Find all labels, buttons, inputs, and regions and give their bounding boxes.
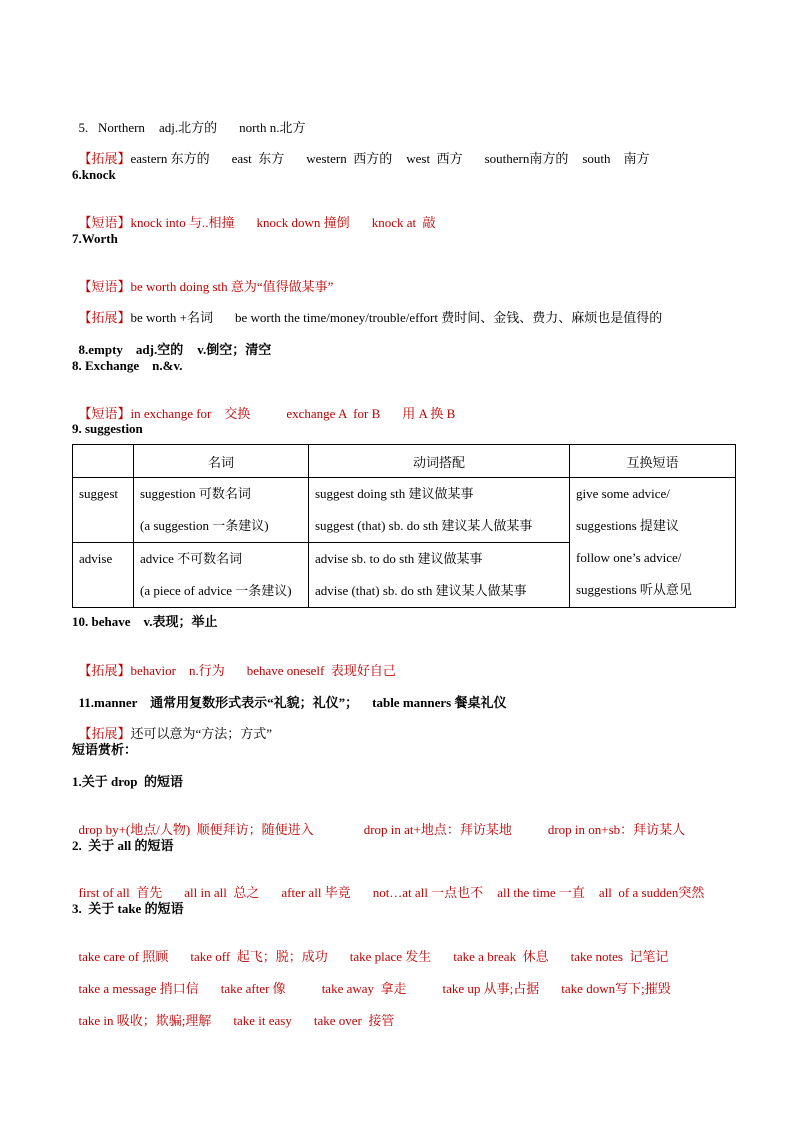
cell-line: give some advice/ [576, 486, 670, 501]
tag-label: 【拓展】 [78, 663, 131, 678]
tag-label: 【拓展】 [78, 726, 131, 741]
heading-all: 2. 关于 all 的短语 [72, 838, 174, 853]
cell-line: follow one’s advice/ [576, 550, 682, 565]
text: east 东方 [231, 151, 285, 166]
table-cell [309, 543, 570, 608]
phrases-drop [72, 806, 685, 838]
text: take in 吸收；欺骗;理解 [78, 1013, 212, 1028]
text: adj.北方的 [158, 120, 218, 135]
heading-drop: 1.关于 drop 的短语 [72, 774, 183, 789]
heading-empty [72, 326, 271, 358]
cell-line: suggest (that) sb. do sth 建议某人做某事 [315, 518, 533, 533]
text: take place 发生 [349, 949, 432, 964]
cell-line: suggestions 提建议 [576, 518, 679, 533]
extension-manner [72, 710, 272, 742]
text: 还可以意为“方法；方式” [130, 726, 273, 741]
table-header-row [73, 445, 736, 478]
text: eastern 东方的 [130, 151, 210, 166]
text: take after 像 [220, 981, 286, 996]
text: exchange A for B [286, 406, 381, 421]
text: take a message 捎口信 [78, 981, 199, 996]
phrases-take-3 [72, 997, 394, 1029]
tag-label: 【短语】 [78, 215, 131, 230]
cell-line: advise sb. to do sth 建议做某事 [315, 551, 483, 566]
text: be worth doing sth 意为“值得做某事” [130, 279, 334, 294]
text: after all 毕竟 [281, 885, 351, 900]
text: south 南方 [582, 151, 650, 166]
cell-line: advice 不可数名词 [140, 551, 243, 566]
text: southern南方的 [484, 151, 569, 166]
text: be worth the time/money/trouble/effort 费时间、金钱、费力、麻烦也是值得的 [234, 310, 663, 325]
text: first of all 首先 [78, 885, 163, 900]
cell-line: advise (that) sb. do sth 建议某人做某事 [315, 583, 527, 598]
text: take it easy [233, 1013, 292, 1028]
cell-line: (a suggestion 一条建议) [140, 518, 269, 533]
table-row [73, 478, 736, 543]
text: behavior n.行为 [130, 663, 225, 678]
text: all in all 总之 [184, 885, 260, 900]
table-header: 动词搭配 [309, 445, 570, 478]
heading-suggestion: 9. suggestion [72, 421, 143, 436]
tag-label: 【短语】 [78, 279, 131, 294]
text: take a break 休息 [453, 949, 549, 964]
phrases-exchange [72, 390, 455, 422]
heading-manner [72, 679, 506, 711]
text: take up 从事;占据 [442, 981, 540, 996]
extension-worth [72, 294, 662, 326]
tag-label: 【短语】 [78, 406, 131, 421]
table-cell [570, 478, 736, 608]
table-header: 互换短语 [570, 445, 736, 478]
text: all of a sudden突然 [598, 885, 705, 900]
table-cell: advise [73, 543, 134, 608]
text: take notes 记笔记 [570, 949, 669, 964]
phrases-knock [72, 199, 436, 231]
text: drop in at+地点：拜访某地 [363, 822, 512, 837]
cell-line: (a piece of advice 一条建议) [140, 583, 292, 598]
text: west 西方 [406, 151, 463, 166]
text: knock at 敲 [371, 215, 436, 230]
text: 8.empty adj.空的 [78, 342, 184, 357]
text: take off 起飞；脱；成功 [190, 949, 328, 964]
table-cell [134, 543, 309, 608]
text: knock down 撞倒 [256, 215, 350, 230]
text: knock into 与..相撞 [130, 215, 235, 230]
table-cell: suggest [73, 478, 134, 543]
cell-line: suggestions 听从意见 [576, 582, 692, 597]
heading-take: 3. 关于 take 的短语 [72, 901, 184, 916]
tag-label: 【拓展】 [78, 151, 131, 166]
extension-directions [72, 135, 650, 167]
cell-line: suggest doing sth 建议做某事 [315, 486, 474, 501]
text: table manners 餐桌礼仪 [372, 695, 507, 710]
extension-behave [72, 647, 396, 679]
phrases-take-2 [72, 965, 671, 997]
suggestion-table [72, 444, 736, 608]
text: take down写下;摧毁 [561, 981, 671, 996]
text: drop in on+sb：拜访某人 [547, 822, 686, 837]
table-cell [134, 478, 309, 543]
text: western 西方的 [306, 151, 393, 166]
text: 用 A 换 B [402, 406, 456, 421]
text: take away 拿走 [321, 981, 407, 996]
phrases-all [72, 869, 704, 901]
text: v.倒空；清空 [197, 342, 272, 357]
phrases-worth [72, 263, 333, 295]
cell-line: suggestion 可数名词 [140, 486, 251, 501]
section-phrase-analysis: 短语赏析： [72, 742, 138, 757]
heading-worth: 7.Worth [72, 231, 118, 246]
table-cell [309, 478, 570, 543]
text: 5. Northern [78, 120, 145, 135]
heading-behave: 10. behave v.表现；举止 [72, 614, 218, 629]
table-header [73, 445, 134, 478]
table-header: 名词 [134, 445, 309, 478]
text: take over 接管 [313, 1013, 395, 1028]
text: all the time 一直 [497, 885, 585, 900]
item-northern [72, 104, 306, 136]
text: not…at all 一点也不 [372, 885, 484, 900]
text: in exchange for 交换 [130, 406, 251, 421]
text: 11.manner 通常用复数形式表示“礼貌；礼仪”； [78, 695, 359, 710]
heading-exchange: 8. Exchange n.&v. [72, 358, 183, 373]
text: behave oneself 表现好自己 [246, 663, 396, 678]
text: take care of 照顾 [78, 949, 169, 964]
text: north n.北方 [239, 120, 306, 135]
phrases-take-1 [72, 933, 668, 965]
heading-knock: 6.knock [72, 167, 116, 182]
tag-label: 【拓展】 [78, 310, 131, 325]
text: drop by+(地点/人物) 顺便拜访；随便进入 [78, 822, 314, 837]
text: be worth +名词 [130, 310, 213, 325]
